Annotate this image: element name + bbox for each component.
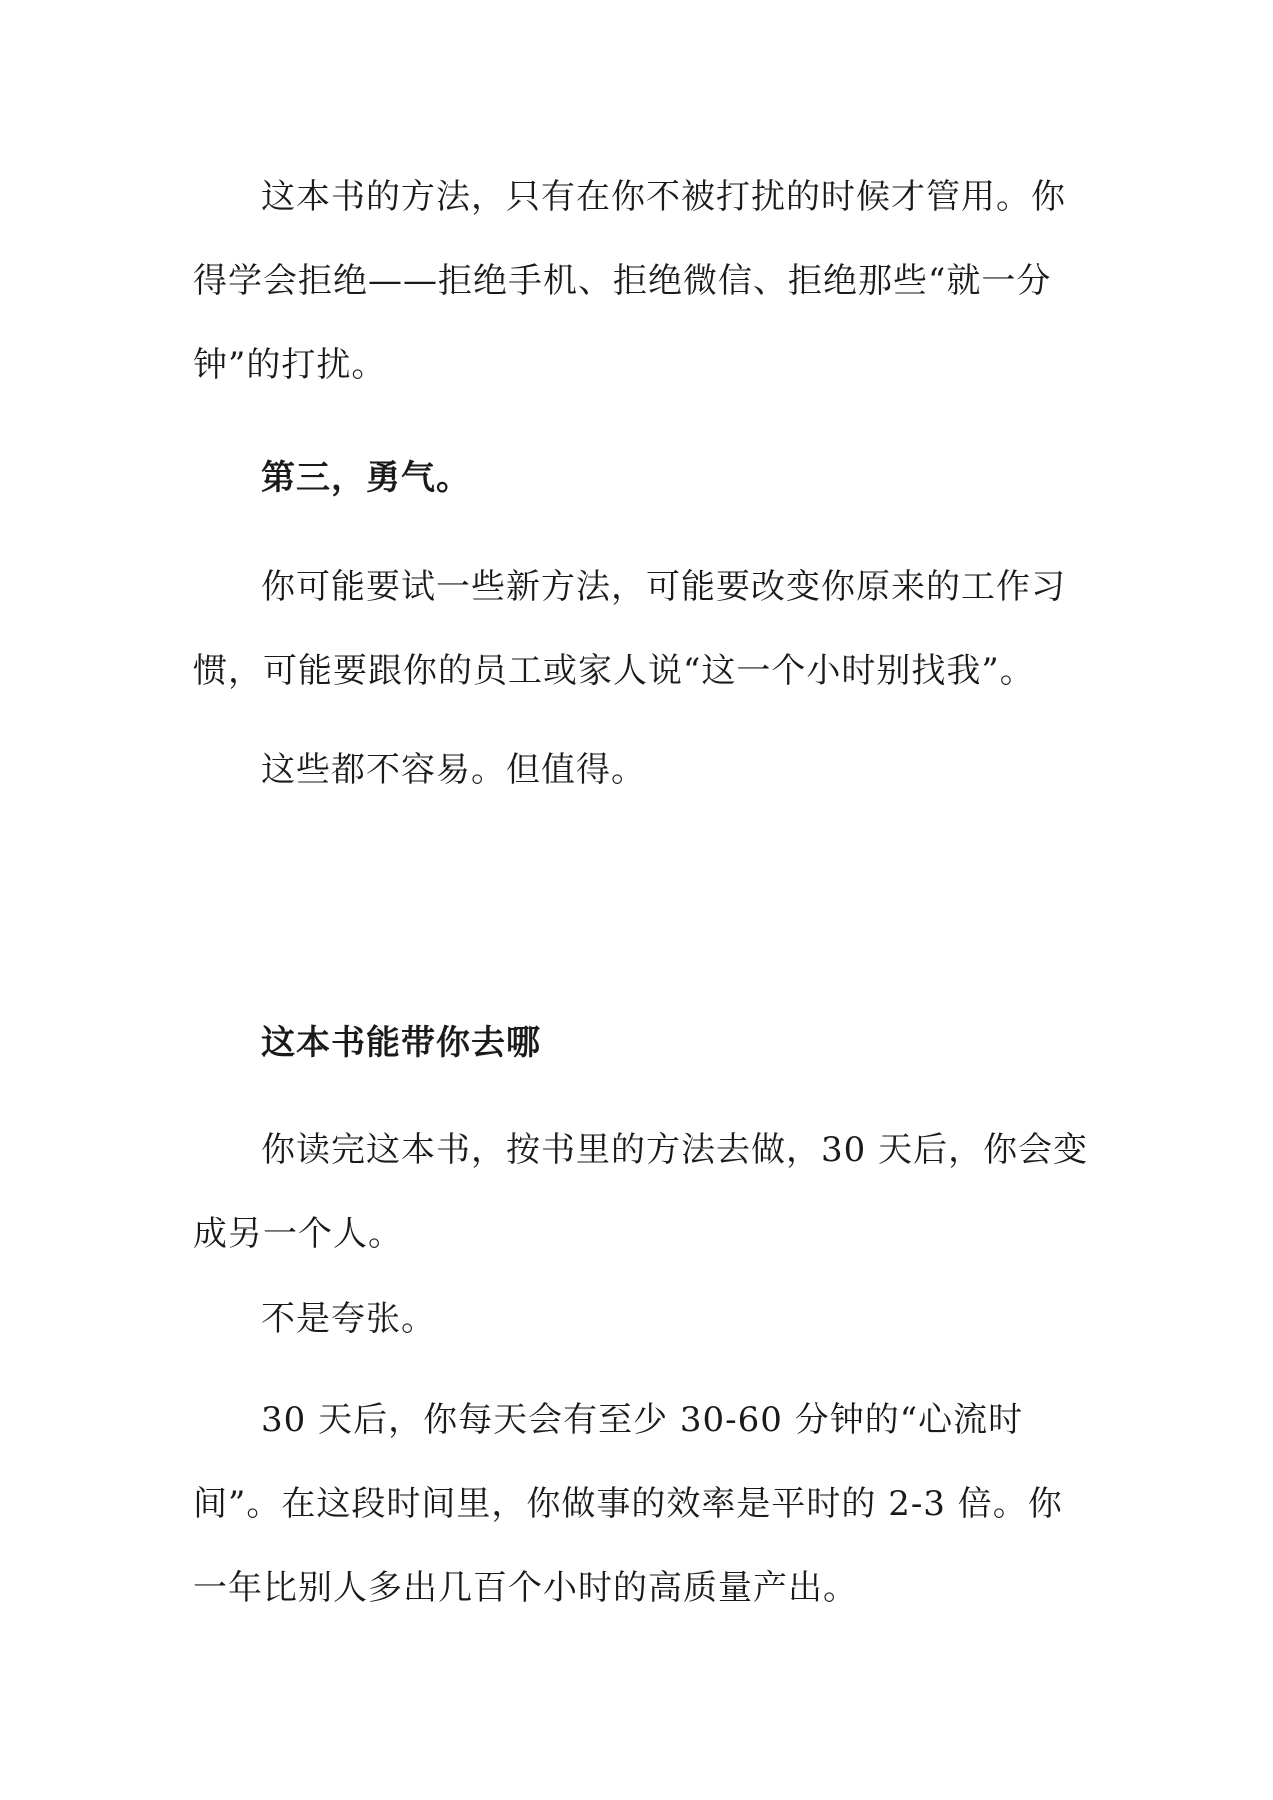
paragraph: 30 天后，你每天会有至少 30-60 分钟的“心流时间”。在这段时间里，你做事的效率是平时的 2-3 倍。你一年比别人多出几百个小时的高质量产出。 bbox=[193, 1400, 1063, 1608]
paragraph: 你读完这本书，按书里的方法去做，30 天后，你会变成另一个人。 bbox=[193, 1130, 1089, 1254]
paragraph: 这些都不容易。但值得。 bbox=[261, 750, 646, 790]
paragraph: 这本书的方法，只有在你不被打扰的时候才管用。你得学会拒绝——拒绝手机、拒绝微信、拒绝那些“就一分钟”的打扰。 bbox=[193, 177, 1066, 385]
paragraph: 不是夸张。 bbox=[261, 1299, 436, 1339]
paragraph: 你可能要试一些新方法，可能要改变你原来的工作习惯，可能要跟你的员工或家人说“这一个小时别找我”。 bbox=[193, 567, 1066, 691]
section-heading: 这本书能带你去哪 bbox=[261, 1023, 541, 1063]
bold-heading: 第三，勇气。 bbox=[261, 458, 471, 498]
